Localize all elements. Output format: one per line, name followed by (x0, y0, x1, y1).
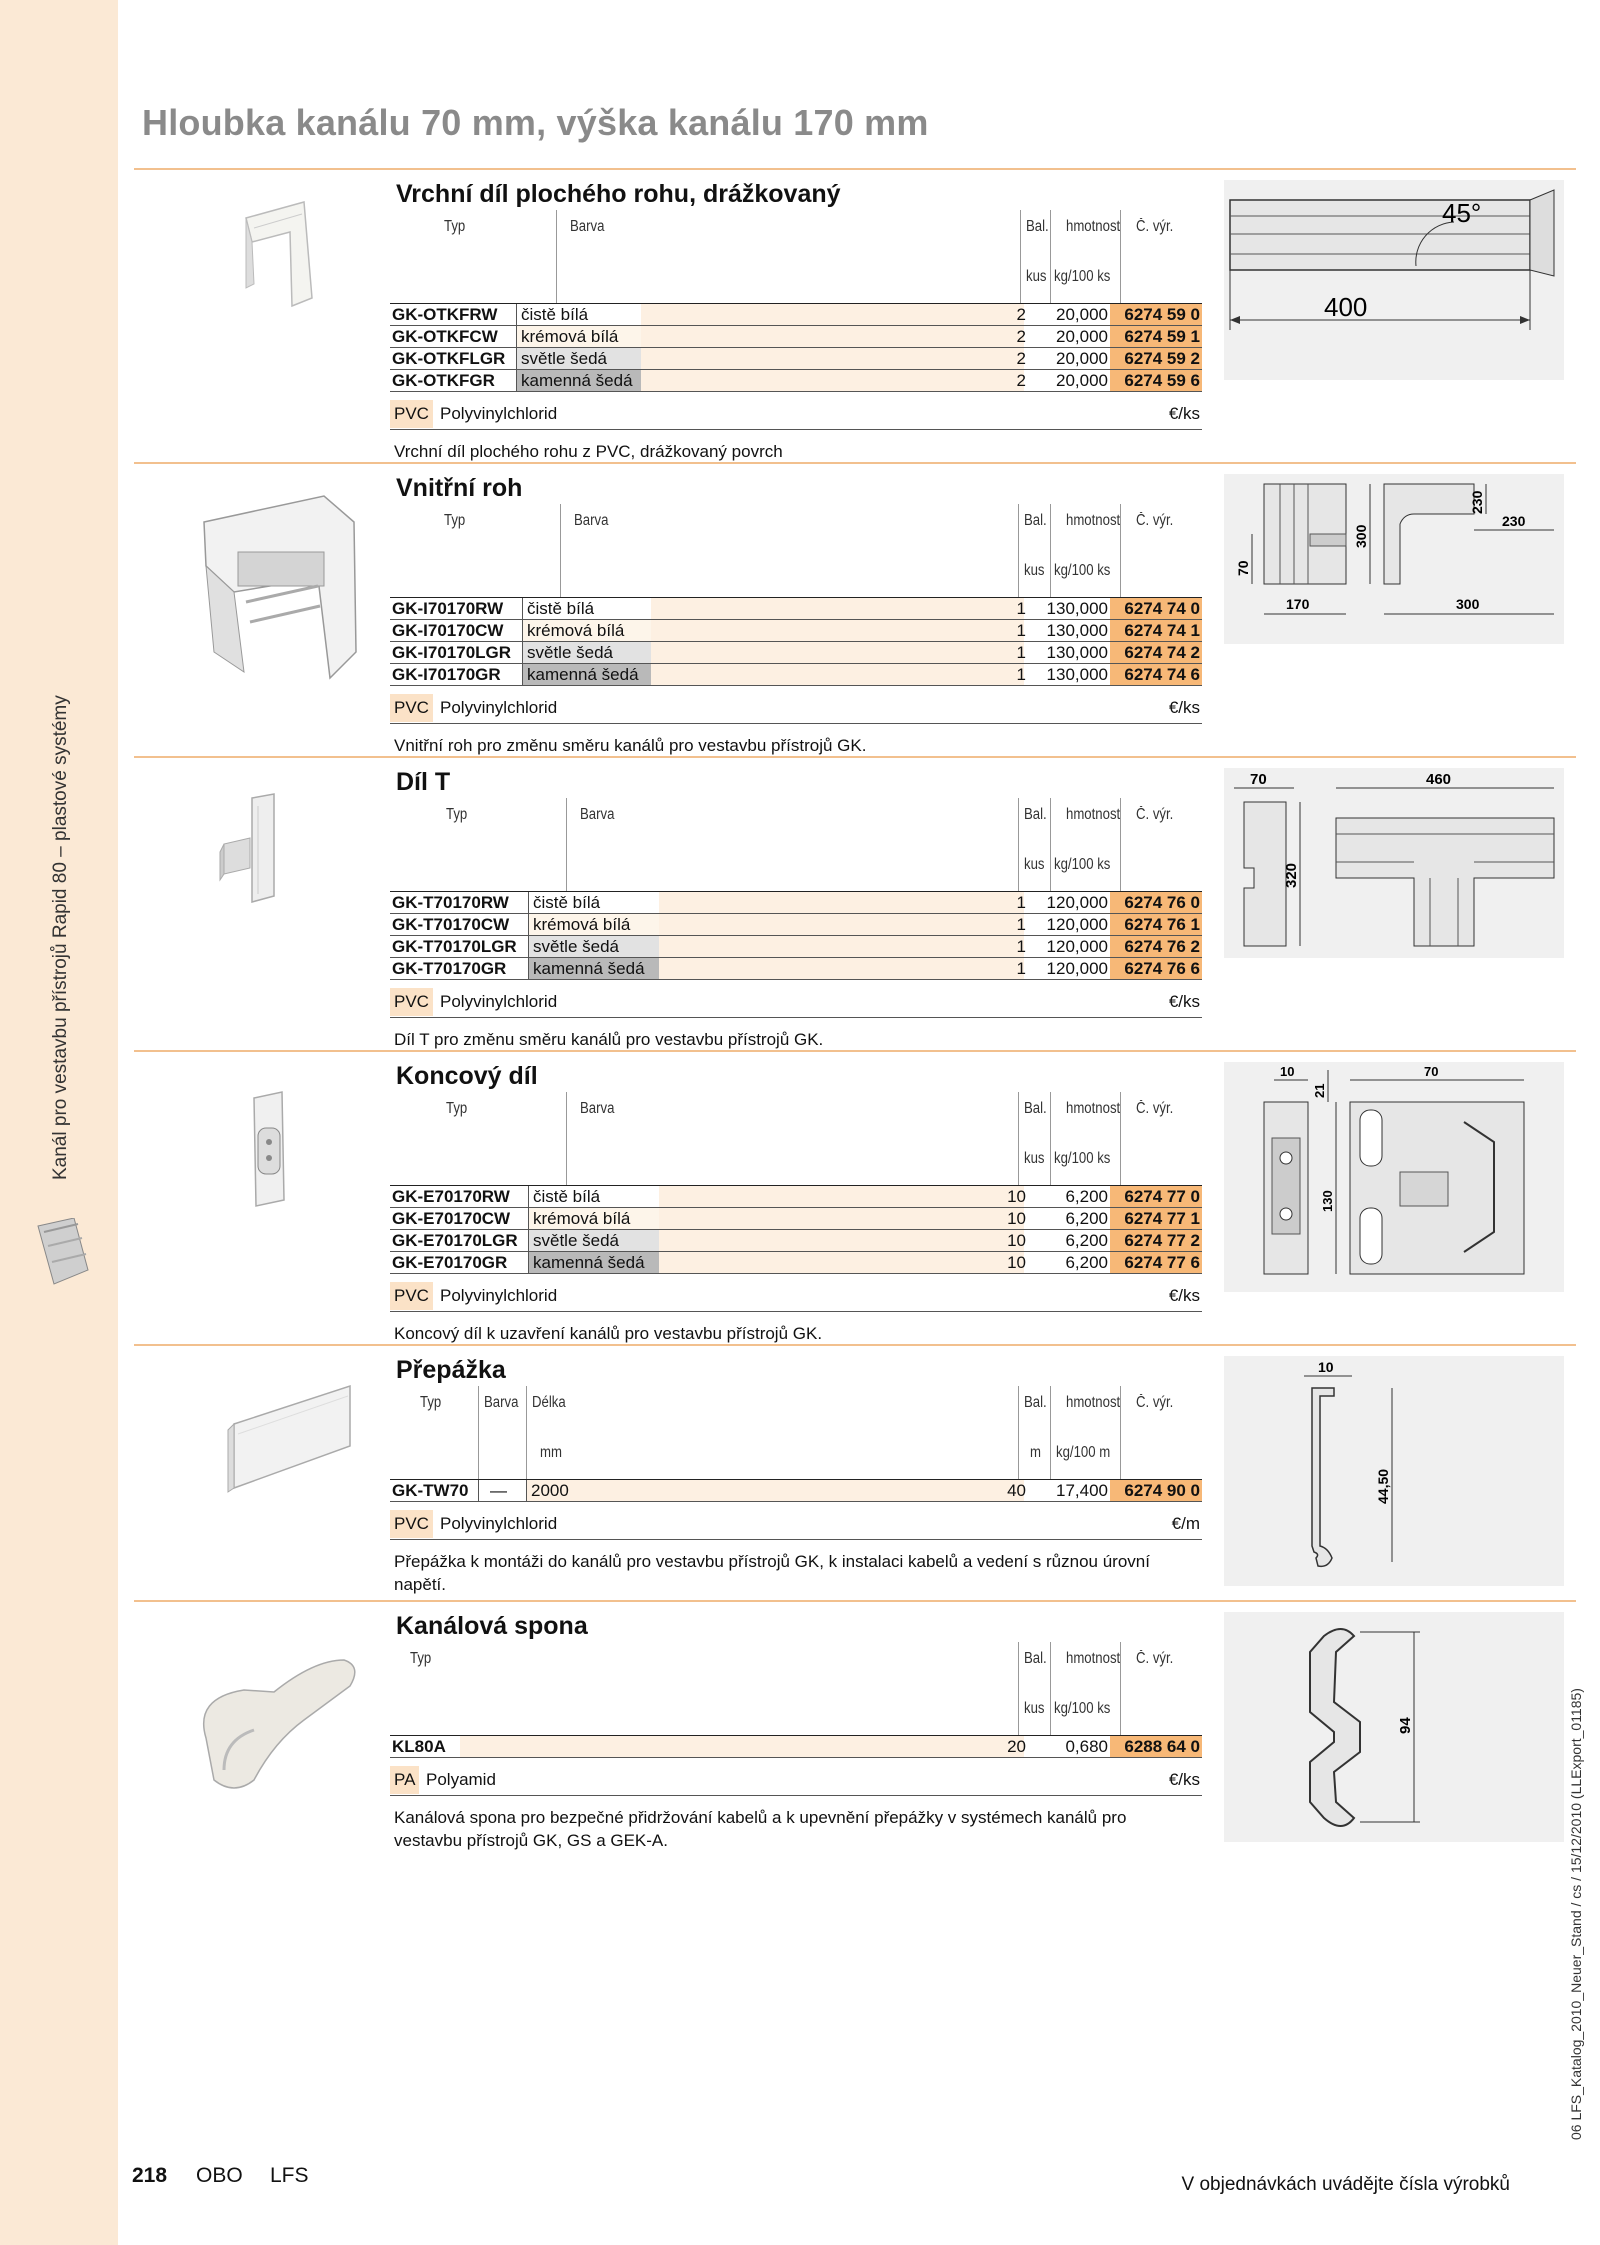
row-length: 2000 (531, 1481, 569, 1500)
header-pack: Bal. (1024, 1650, 1047, 1667)
row-qty: 1 (1016, 893, 1026, 912)
drawing-label: 130 (1320, 1190, 1335, 1212)
material-abbr: PA (390, 1766, 419, 1794)
drawing-label: 70 (1250, 771, 1267, 788)
row-weight: 130,000 (1046, 599, 1108, 618)
row-type: GK-E70170GR (392, 1253, 508, 1272)
header-weight: hmotnost (1066, 1394, 1121, 1411)
row-weight: 6,200 (1065, 1231, 1108, 1250)
section-title: Vnitřní roh (396, 474, 523, 502)
material-abbr: PVC (390, 988, 433, 1016)
header-type: Typ (444, 512, 466, 529)
header-type: Typ (420, 1394, 442, 1411)
row-weight: 6,200 (1065, 1209, 1108, 1228)
header-number: Č. výr. (1136, 806, 1174, 823)
t-piece-product-image (154, 776, 404, 1006)
row-qty: 2 (1016, 349, 1026, 368)
flat-corner-top-product-image (154, 188, 404, 418)
row-type: GK-I70170LGR (392, 643, 512, 662)
row-type: GK-I70170RW (392, 599, 504, 618)
section-title: Přepážka (396, 1356, 506, 1384)
row-number: 6274 76 6 (1110, 958, 1202, 979)
drawing-label: 10 (1280, 1064, 1295, 1079)
inner-corner-drawing (1224, 474, 1564, 644)
row-weight: 120,000 (1046, 893, 1108, 912)
row-weight: 130,000 (1046, 643, 1108, 662)
header-weight-unit: kg/100 ks (1054, 856, 1111, 873)
header-weight: hmotnost (1066, 512, 1121, 529)
row-color: krémová bílá (523, 620, 651, 641)
product-description: Vrchní díl plochého rohu z PVC, drážkovaný povrch (394, 442, 783, 461)
row-number: 6274 74 1 (1110, 620, 1202, 641)
divider-drawing (1224, 1356, 1564, 1586)
header-pack-unit: kus (1026, 268, 1047, 285)
row-color: čistě bílá (533, 1187, 601, 1206)
row-type: GK-I70170CW (392, 621, 504, 640)
row-number: 6274 90 0 (1110, 1480, 1202, 1501)
table-row (390, 892, 1202, 914)
header-pack: Bal. (1024, 1394, 1047, 1411)
side-label: Kanál pro vestavbu přístrojů Rapid 80 – plastové systémy (50, 695, 71, 1180)
section-divider (134, 1344, 1576, 1598)
page-title: Hloubka kanálu 70 mm, výška kanálu 170 mm (142, 102, 929, 143)
row-color: krémová bílá (529, 914, 659, 935)
row-type: GK-T70170CW (392, 915, 510, 934)
row-weight: 20,000 (1056, 349, 1108, 368)
row-type: GK-OTKFGR (392, 371, 495, 390)
row-type: KL80A (392, 1737, 446, 1756)
drawing-label: 70 (1235, 560, 1251, 576)
table-row (390, 304, 1202, 326)
row-color: čistě bílá (533, 893, 601, 912)
header-pack-unit: kus (1024, 562, 1045, 579)
header-number: Č. výr. (1136, 1650, 1174, 1667)
divider-product-image (154, 1364, 404, 1594)
row-qty: 10 (1007, 1209, 1026, 1228)
row-qty: 10 (1007, 1187, 1026, 1206)
header-pack: Bal. (1026, 218, 1049, 235)
material-name: Polyvinylchlorid (440, 698, 558, 717)
price-unit: €/ks (1168, 1286, 1200, 1305)
header-weight-unit: kg/100 ks (1054, 562, 1111, 579)
section-channel-clip (134, 1600, 1576, 1900)
channel-clip-product-image (154, 1620, 404, 1850)
product-description: Koncový díl k uzavření kanálů pro vestavbu přístrojů GK. (394, 1324, 823, 1343)
product-description: Přepážka k montáži do kanálů pro vestavbu přístrojů GK, k instalaci kabelů a vedení s různou úrovní napětí. (394, 1552, 1150, 1594)
row-type: GK-OTKFLGR (392, 349, 506, 368)
drawing-label: 94 (1397, 1717, 1414, 1734)
drawing-label: 170 (1286, 596, 1310, 612)
drawing-label: 21 (1312, 1083, 1327, 1098)
header-color: Barva (580, 1100, 615, 1117)
row-number: 6274 74 2 (1110, 642, 1202, 663)
row-color: kamenná šedá (529, 1252, 659, 1273)
header-pack: Bal. (1024, 1100, 1047, 1117)
row-number: 6274 74 6 (1110, 664, 1202, 685)
row-type: GK-OTKFRW (392, 305, 498, 324)
row-qty: 1 (1016, 643, 1026, 662)
product-description: Díl T pro změnu směru kanálů pro vestavbu přístrojů GK. (394, 1030, 824, 1049)
header-weight-unit: kg/100 ks (1054, 268, 1111, 285)
row-number: 6274 77 1 (1110, 1208, 1202, 1229)
table-row (390, 936, 1202, 958)
row-type: GK-OTKFCW (392, 327, 498, 346)
division-label: LFS (270, 2164, 309, 2187)
table-header (390, 1642, 1202, 1736)
table-header (390, 1386, 1202, 1480)
row-type: GK-T70170RW (392, 893, 509, 912)
product-table (390, 1386, 1202, 1596)
product-description: Kanálová spona pro bezpečné přidržování kabelů a k upevnění přepážky v systémech kanálů pro vestavbu přístrojů GK, GS a GEK-A. (394, 1808, 1127, 1850)
header-weight-unit: kg/100 ks (1054, 1150, 1111, 1167)
row-number: 6274 76 2 (1110, 936, 1202, 957)
section-inner-corner (134, 462, 1576, 754)
material-line (390, 1766, 1202, 1796)
drawing-label: 10 (1318, 1359, 1334, 1375)
end-piece-product-image (154, 1070, 404, 1300)
price-unit: €/ks (1168, 992, 1200, 1011)
row-type: GK-T70170LGR (392, 937, 517, 956)
header-length: Délka (532, 1394, 566, 1411)
price-unit: €/ks (1168, 1770, 1200, 1789)
material-abbr: PVC (390, 1510, 433, 1538)
row-qty: 20 (1007, 1737, 1026, 1756)
row-type: GK-TW70 (392, 1481, 469, 1500)
row-weight: 20,000 (1056, 371, 1108, 390)
footer-note: V objednávkách uvádějte čísla výrobků (1181, 2174, 1510, 2195)
channel-clip-drawing (1224, 1612, 1564, 1842)
channel-thumbnail-icon (34, 1218, 92, 1288)
header-pack: Bal. (1024, 512, 1047, 529)
row-number: 6274 76 0 (1110, 892, 1202, 913)
row-weight: 120,000 (1046, 937, 1108, 956)
row-color: — (490, 1481, 507, 1500)
table-row (390, 1480, 1202, 1502)
header-type: Typ (410, 1650, 432, 1667)
table-row (390, 914, 1202, 936)
row-qty: 40 (1007, 1481, 1026, 1500)
section-title: Díl T (396, 768, 451, 796)
row-color: světle šedá (529, 936, 659, 957)
section-end-piece (134, 1050, 1576, 1342)
material-abbr: PVC (390, 1282, 433, 1310)
material-name: Polyvinylchlorid (440, 992, 558, 1011)
row-number: 6274 74 0 (1110, 598, 1202, 619)
header-pack-unit: m (1030, 1444, 1041, 1461)
material-line (390, 988, 1202, 1018)
section-t-piece (134, 756, 1576, 1048)
row-weight: 130,000 (1046, 665, 1108, 684)
row-type: GK-E70170CW (392, 1209, 511, 1228)
row-qty: 1 (1016, 599, 1026, 618)
material-name: Polyamid (426, 1770, 496, 1789)
drawing-label: 230 (1469, 490, 1485, 514)
table-header (390, 798, 1202, 892)
row-number: 6274 59 6 (1110, 370, 1202, 391)
row-qty: 2 (1016, 305, 1026, 324)
row-color: kamenná šedá (529, 958, 659, 979)
header-weight: hmotnost (1066, 218, 1121, 235)
header-weight: hmotnost (1066, 1650, 1121, 1667)
material-name: Polyvinylchlorid (440, 1514, 558, 1533)
table-row (390, 348, 1202, 370)
row-color: krémová bílá (529, 1208, 659, 1229)
end-piece-drawing (1224, 1062, 1564, 1292)
header-color: Barva (570, 218, 605, 235)
section-title: Koncový díl (396, 1062, 538, 1090)
material-line (390, 400, 1202, 430)
row-type: GK-E70170RW (392, 1187, 510, 1206)
header-number: Č. výr. (1136, 218, 1174, 235)
row-weight: 17,400 (1056, 1481, 1108, 1500)
row-number: 6274 59 0 (1110, 304, 1202, 325)
drawing-label: 45° (1442, 198, 1482, 228)
row-qty: 1 (1016, 621, 1026, 640)
row-qty: 1 (1016, 959, 1026, 978)
row-type: GK-T70170GR (392, 959, 507, 978)
table-row (390, 1230, 1202, 1252)
table-row (390, 642, 1202, 664)
row-qty: 1 (1016, 915, 1026, 934)
header-weight-unit: kg/100 ks (1054, 1700, 1111, 1717)
row-qty: 10 (1007, 1231, 1026, 1250)
product-table (390, 798, 1202, 1051)
material-line (390, 1510, 1202, 1540)
header-length-unit: mm (540, 1444, 562, 1461)
material-name: Polyvinylchlorid (440, 1286, 558, 1305)
row-weight: 120,000 (1046, 959, 1108, 978)
drawing-label: 400 (1324, 292, 1368, 322)
document-code-label: 06 LFS_Katalog_2010_Neuer_Stand / cs / 15/12/2010 (LLExport_01185) (1568, 1688, 1584, 2140)
product-table (390, 1092, 1202, 1345)
inner-corner-product-image (154, 482, 404, 712)
flat-corner-top-drawing (1224, 180, 1564, 380)
table-row (390, 1186, 1202, 1208)
table-row (390, 1252, 1202, 1274)
drawing-label: 300 (1456, 596, 1480, 612)
section-flat-corner-top (134, 168, 1576, 461)
section-title: Kanálová spona (396, 1612, 588, 1640)
row-number: 6274 77 0 (1110, 1186, 1202, 1207)
drawing-label: 460 (1426, 771, 1452, 788)
drawing-label: 320 (1283, 862, 1300, 888)
row-weight: 20,000 (1056, 305, 1108, 324)
row-number: 6274 77 2 (1110, 1230, 1202, 1251)
row-qty: 1 (1016, 937, 1026, 956)
drawing-label: 70 (1424, 1064, 1439, 1079)
drawing-label: 44,50 (1375, 1468, 1391, 1504)
header-number: Č. výr. (1136, 1394, 1174, 1411)
header-color: Barva (580, 806, 615, 823)
row-color: světle šedá (523, 642, 651, 663)
header-weight-unit: kg/100 m (1056, 1444, 1111, 1461)
header-type: Typ (444, 218, 466, 235)
row-color: kamenná šedá (517, 370, 641, 391)
table-header (390, 210, 1202, 304)
row-color: světle šedá (517, 348, 641, 369)
header-type: Typ (446, 806, 468, 823)
header-number: Č. výr. (1136, 1100, 1174, 1117)
material-name: Polyvinylchlorid (440, 404, 558, 423)
price-unit: €/ks (1168, 698, 1200, 717)
row-weight: 6,200 (1065, 1187, 1108, 1206)
table-row (390, 598, 1202, 620)
row-number: 6274 76 1 (1110, 914, 1202, 935)
drawing-label: 230 (1502, 513, 1526, 529)
row-qty: 1 (1016, 665, 1026, 684)
row-type: GK-I70170GR (392, 665, 501, 684)
table-row (390, 1208, 1202, 1230)
product-table (390, 1642, 1202, 1852)
material-line (390, 1282, 1202, 1312)
row-number: 6274 59 1 (1110, 326, 1202, 347)
row-weight: 6,200 (1065, 1253, 1108, 1272)
row-color: čistě bílá (521, 305, 589, 324)
row-number: 6288 64 0 (1110, 1736, 1202, 1757)
row-number: 6274 77 6 (1110, 1252, 1202, 1273)
header-pack-unit: kus (1024, 1150, 1045, 1167)
header-color: Barva (574, 512, 609, 529)
product-table (390, 504, 1202, 757)
row-type: GK-E70170LGR (392, 1231, 518, 1250)
table-row (390, 326, 1202, 348)
header-color: Barva (484, 1394, 519, 1411)
header-number: Č. výr. (1136, 512, 1174, 529)
row-color: čistě bílá (527, 599, 595, 618)
row-qty: 2 (1016, 371, 1026, 390)
row-color: krémová bílá (517, 326, 641, 347)
header-weight: hmotnost (1066, 1100, 1121, 1117)
row-color: světle šedá (529, 1230, 659, 1251)
row-color: kamenná šedá (523, 664, 651, 685)
product-table (390, 210, 1202, 463)
drawing-label: 300 (1353, 524, 1369, 548)
page-number: 218 (132, 2164, 168, 2187)
t-piece-drawing (1224, 768, 1564, 958)
table-row (390, 370, 1202, 392)
section-title: Vrchní díl plochého rohu, drážkovaný (396, 180, 841, 208)
row-qty: 2 (1016, 327, 1026, 346)
table-row (390, 1736, 1202, 1758)
price-unit: €/m (1171, 1514, 1200, 1533)
brand-label: OBO (196, 2164, 243, 2187)
row-weight: 0,680 (1065, 1737, 1108, 1756)
table-row (390, 958, 1202, 980)
header-pack-unit: kus (1024, 856, 1045, 873)
header-weight: hmotnost (1066, 806, 1121, 823)
row-qty: 10 (1007, 1253, 1026, 1272)
header-pack-unit: kus (1024, 1700, 1045, 1717)
row-weight: 20,000 (1056, 327, 1108, 346)
row-weight: 130,000 (1046, 621, 1108, 640)
row-weight: 120,000 (1046, 915, 1108, 934)
table-header (390, 1092, 1202, 1186)
material-abbr: PVC (390, 400, 433, 428)
header-type: Typ (446, 1100, 468, 1117)
table-row (390, 664, 1202, 686)
material-line (390, 694, 1202, 724)
header-pack: Bal. (1024, 806, 1047, 823)
price-unit: €/ks (1168, 404, 1200, 423)
table-row (390, 620, 1202, 642)
table-header (390, 504, 1202, 598)
row-number: 6274 59 2 (1110, 348, 1202, 369)
product-description: Vnitřní roh pro změnu směru kanálů pro vestavbu přístrojů GK. (394, 736, 867, 755)
material-abbr: PVC (390, 694, 433, 722)
